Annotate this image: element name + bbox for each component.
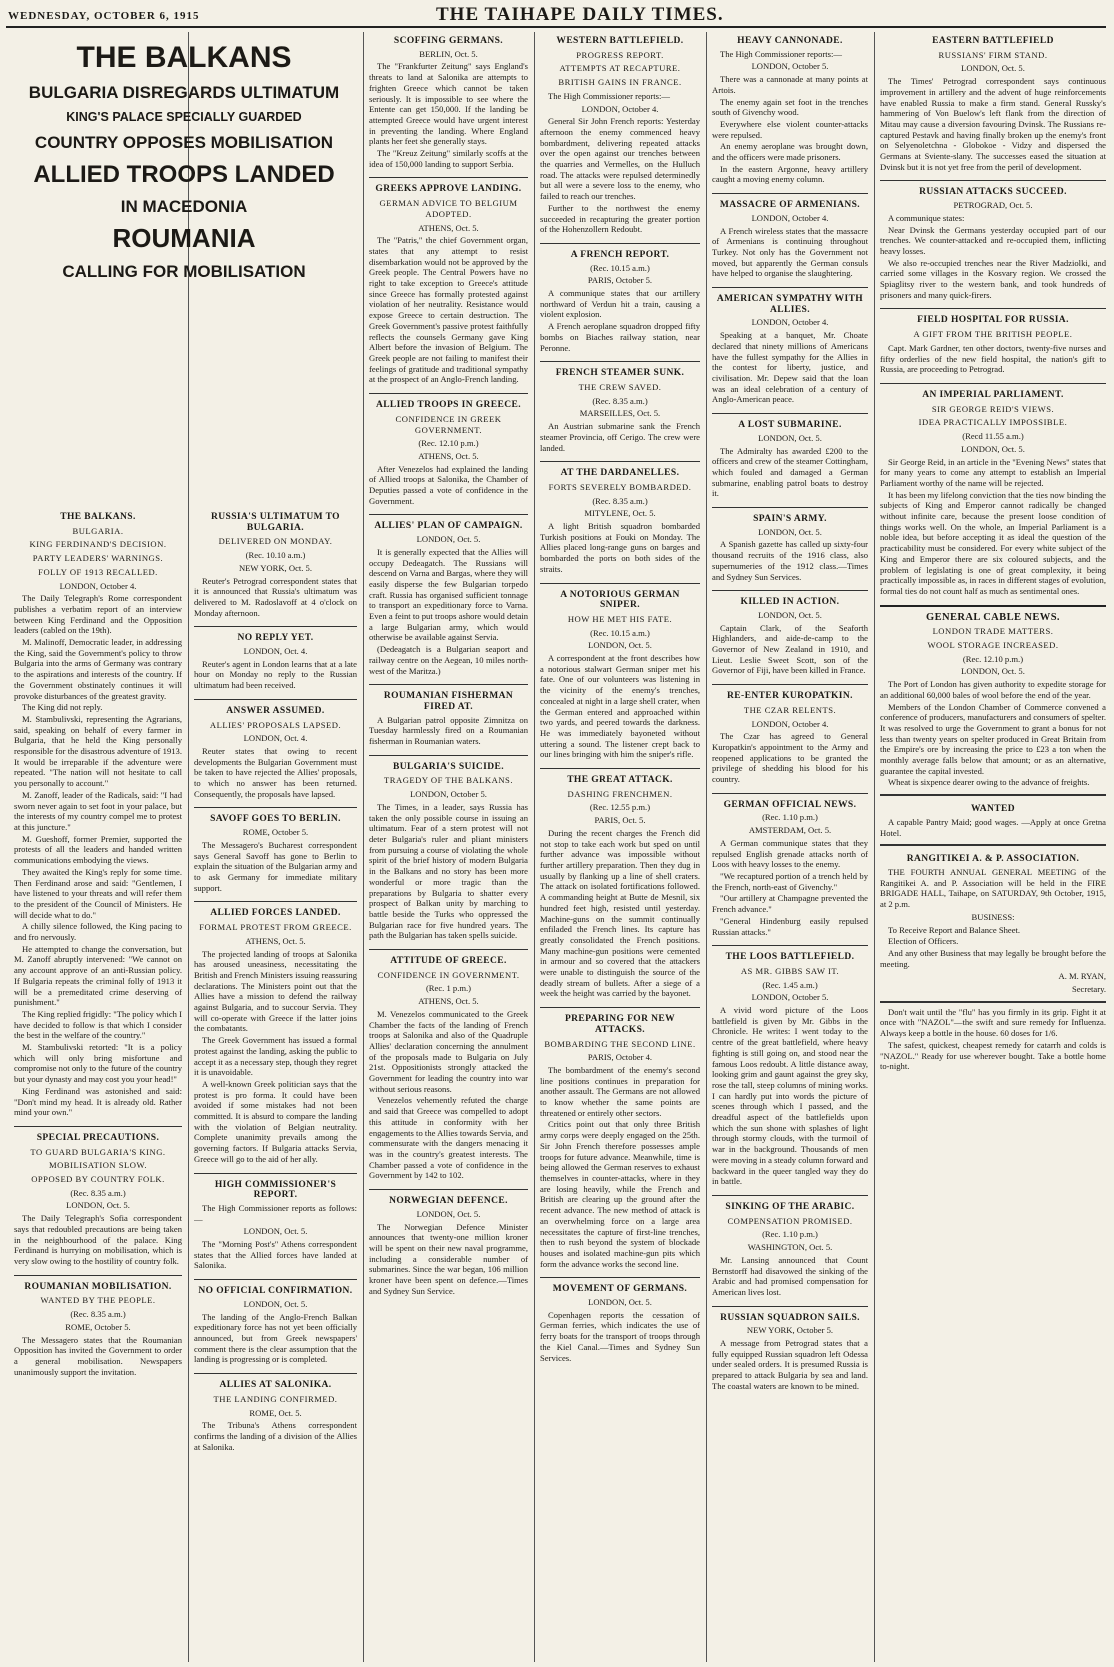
main-headline-block [14,32,354,502]
dateline: LONDON, Oct. 5. [758,526,822,537]
story-heading: RUSSIAN SQUADRON SAILS. [712,1306,868,1324]
paragraph: Captain Clark, of the Seaforth Highlanders, and aide-de-camp to the Governor of New Zealand in 1910, and Lieut. Leslie Sweet Scott, son of the Governor of Fiji, have been killed in France. [712,622,868,676]
dateline: NEW YORK, October 5. [746,1325,834,1336]
ad-text: THE FOURTH ANNUAL GENERAL MEETING of the Rangitikei A. and P. Association will be held in the FIRE BRIGADE HALL, Taihape, on SATURDAY, 9th October, 1915, at 2 p.m. [880,867,1106,910]
ad-text: The safest, quickest, cheapest remedy for catarrh and colds is "NAZOL." Ready for use wherever bought. Take a bottle home to-night. [880,1039,1106,1072]
story-subheading: COMPENSATION PROMISED. [727,1215,853,1226]
story-heading: NO OFFICIAL CONFIRMATION. [194,1279,357,1297]
story-subheading: DASHING FRENCHMEN. [567,788,673,799]
dateline: MARSEILLES, Oct. 5. [579,408,661,419]
column-2 [194,508,357,1662]
paragraph: Mr. Lansing announced that Count Bernstorff had disavowed the sinking of the Arabic and had promised compensation for American lives lost. [712,1254,868,1297]
story-heading: EASTERN BATTLEFIELD [932,36,1054,46]
story-heading: NO REPLY YET. [194,626,357,644]
column-5 [712,32,868,1662]
paragraph: The Daily Telegraph's Sofia correspondent says that redoubled precautions are being taken in the neighbourhood of the palace. King Ferdinand is hurrying on mobilisation, which is very slow owing to the hostility of country folk. [14,1213,182,1266]
story-heading: ALLIED FORCES LANDED. [194,901,357,919]
dateline: PETROGRAD, Oct. 5. [953,200,1033,211]
story-heading: NORWEGIAN DEFENCE. [369,1189,528,1207]
dateline: LONDON, October 4. [751,317,829,328]
headline-calling-mobilisation: CALLING FOR MOBILISATION [62,261,306,281]
paragraph: A vivid word picture of the Loos battlefield is given by Mr. Gibbs in the Chronicle. He writes: I went today to the centre of the great battlefield, where heavy fighting is still going on, and stood near the famous Loos redoubt. A little distance away, looking grim and gaunt against the grey sky, rose the tall, steep columns of mining works. I can hardly put into words the picture of scenes through which I passed, and the dreadful aspect of the battlefields upon which the sun shone with splashes of light through stormy clouds, with the turmoil of war in the background. Thousands of men were moving in a steady column forward and backward in the queer tangled way they do in battle. [712,1005,868,1187]
paragraph: A light British squadron bombarded Turkish positions at Fouki on Monday. The Allies placed long-range guns on barges and bombarded the ports on both sides of the straits. [540,521,700,574]
story-subheading: SIR GEORGE REID'S VIEWS. [931,403,1055,414]
headline-mobilisation: COUNTRY OPPOSES MOBILISATION [34,133,334,153]
paragraph: A chilly silence followed, the King pacing to and fro nervously. [14,921,182,943]
paragraph: M. Venezelos communicated to the Greek Chamber the facts of the landing of French troops at Salonika and also of the Quadruple Allies' declaration concerning the annulment of the proposals made to Bulgaria on July 21st. Oppositionists strongly attacked the Government for leading the country into war without serious reasons. [369,1008,528,1094]
paragraph: It is generally expected that the Allies will occupy Dedeagatch. The Russians will descend on Varna and Bargas, where they will easily disperse the few Bulgarian torpedo craft. Russia has organised sufficient tonnage to transport an expeditionary force to Varna. Even a feint to put troops ashore would detain a large Bulgarian army, which would otherwise be available against Servia. [369,546,528,643]
dateline: LONDON, October 4. [581,103,659,114]
paragraph: M. Malinoff, Democratic leader, in addressing the King, said the Government's policy to throw Bulgaria into the arms of Germany was contrary to the aspirations and interests of the country. If the Government obstinately continues it will provoke disturbances of the greatest gravity. [14,637,182,701]
paragraph: The "Morning Post's" Athens correspondent states that the Allied forces have landed at Salonika. [194,1239,357,1271]
paragraph: The High Commissioner reports:— [720,48,842,59]
paragraph: The "Frankfurter Zeitung" says England's threats to land at Salonika are attempts to frighten Greece which cannot be taken seriously. It is impossible to see where the Entente can get 150,000. If the landing be attempted Greece would have urgent interest in preventing the landing. Where England plants her feet she generally stays. [369,61,528,147]
paragraph: The projected landing of troops at Salonika has aroused uneasiness, necessitating the British and French Ministers issuing reassuring declarations. The Ministers point out that the Allies have a mission to defend the railway against Bulgaria, and to succour Servia. They will co-operate with Greece if the latter joins the combatants. [194,948,357,1034]
dateline: ATHENS, Oct. 5. [418,996,479,1007]
ad-signature-title: Secretary. [1071,984,1106,995]
paragraph: A communique states that our artillery northward of Verdun hit a train, causing a violent explosion. [540,288,700,320]
dateline: ROME, Oct. 5. [249,1407,302,1418]
dateline: LONDON, Oct. 5. [588,1297,652,1308]
story-subheading: FORMAL PROTEST FROM GREECE. [199,922,352,933]
dateline: NEW YORK, Oct. 5. [238,562,313,573]
story-heading: ATTITUDE OF GREECE. [369,949,528,967]
paragraph: Critics point out that only three British army corps were deeply engaged on the 25th. Sir John French therefore possesses ample troops for future advance. Meanwhile, time is being allowed the German reserves to exhaust themselves in counter-attacks, where in they are losing heavily, while the French and British are clearing up the ground after the recent advance. The new method of attack is an overwhelming force on a large area necessitates the capture of first-line trenches, then to rush beyond the system of blockade houses and isolated machine-gun pits which form the advance works the second line. [540,1119,700,1269]
story-heading: AT THE DARDANELLES. [540,461,700,479]
paragraph: There was a cannonade at many points at Artois. [712,74,868,95]
paragraph: The Greek Government has issued a formal protest against the landing, asking the public to accept it as a necessary step, though they regret it is unavoidable. [194,1035,357,1078]
story-heading: GERMAN OFFICIAL NEWS. [712,793,868,811]
paragraph: In the eastern Argonne, heavy artillery caught a moving enemy column. [712,163,868,185]
notice-ad [880,844,1106,994]
paragraph: The High Commissioner reports:— [548,90,670,101]
paragraph: After Venezelos had explained the landing of Allied troops at Salonika, the Chamber of Deputies passed a vote of confidence in the Government. [369,463,528,506]
dateline: AMSTERDAM, Oct. 5. [748,825,832,836]
received-time: (Rec. 1.10 p.m.) [762,812,818,823]
story-heading: A NOTORIOUS GERMAN SNIPER. [540,583,700,611]
received-time: (Rec. 1.10 p.m.) [762,1229,818,1240]
paragraph: They awaited the King's reply for some time. Then Ferdinand arose and said: "Gentlemen, I have listened to your threats and will refer them to the president of the Council of Ministers. He will decide what to do." [14,866,182,920]
story-subheading: BRITISH GAINS IN FRANCE. [558,77,682,88]
paragraph: The Port of London has given authority to expedite storage for an additional 60,000 bales of wool before the end of the year. [880,679,1106,700]
dateline: LONDON, Oct. 4. [243,733,308,744]
received-time: (Rec. 10.10 a.m.) [245,550,306,561]
story-heading: ALLIES' PLAN OF CAMPAIGN. [369,514,528,532]
paragraph: The Messagero's Bucharest correspondent says General Savoff has gone to Berlin to explain the situation of the Bulgarian army and to ask Germany for immediate military support. [194,839,357,893]
dateline: ATHENS, Oct. 5. [245,935,306,946]
paragraph: A Bulgarian patrol opposite Zimnitza on Tuesday harmlessly fired on a Roumanian fisherman in Roumanian waters. [369,714,528,747]
story-heading: THE GREAT ATTACK. [540,768,700,786]
story-heading: ALLIED TROOPS IN GREECE. [369,393,528,411]
dateline: PARIS, Oct. 5. [594,815,646,826]
received-time: (Rec. 1 p.m.) [425,983,472,994]
paragraph: The "Kreuz Zeitung" similarly scoffs at the idea of 150,000 landing to support Serbia. [369,148,528,169]
column-3 [369,32,528,1662]
story-subheading: IDEA PRACTICALLY IMPOSSIBLE. [918,417,1068,428]
ad-text: And any other Business that may legally be brought before the meeting. [880,947,1106,969]
story-heading: A LOST SUBMARINE. [712,413,868,431]
dateline: ATHENS, Oct. 5. [418,222,479,233]
story-subheading: KING FERDINAND'S DECISION. [29,539,167,550]
column-rule [874,32,875,1662]
column-rule [363,32,364,1662]
story-heading: THE LOOS BATTLEFIELD. [712,945,868,963]
story-heading: RE-ENTER KUROPATKIN. [712,684,868,702]
ad-text: To Receive Report and Balance Sheet. [888,924,1021,935]
received-time: (Rec. 10.15 a.m.) [590,627,650,638]
received-time: (Rec. 12.10 p.m.) [962,653,1024,664]
paragraph: The Admiralty has awarded £200 to the officers and crew of the steamer Cottingham, which fouled and damaged a German submarine, enabling patrol boats to destroy it. [712,445,868,499]
dateline: LONDON, Oct. 5. [961,443,1025,454]
paragraph: We also re-occupied trenches near the River Madziolki, and carried some villages in the Kosvary region. We crossed the Spiaglitsy river to the western bank, and took hundreds of prisoners and many quick-firers. [880,257,1106,300]
story-heading: SCOFFING GERMANS. [393,36,504,46]
story-heading: HEAVY CANNONADE. [737,36,843,46]
ad-text: Election of Officers. [888,936,959,947]
issue-date: WEDNESDAY, OCTOBER 6, 1915 [8,10,200,22]
story-subheading: BOMBARDING THE SECOND LINE. [544,1038,696,1049]
dateline: LONDON, Oct. 5. [416,1208,481,1219]
paragraph: Speaking at a banquet, Mr. Choate declared that ninety millions of Americans have the fullest sympathy for the Allies in the contest for liberty, justice, and civilisation. Mr. Depew said that the loan was an ideal celebration of a century of Anglo-American peace. [712,330,868,405]
paragraph: A Spanish gazette has called up sixty-four thousand recruits of the 1916 class, also supernumeries of the 1912 class.—Times and Sydney Sun Services. [712,539,868,582]
story-subheading: AS MR. GIBBS SAW IT. [740,965,840,976]
headline-roumania: ROUMANIA [112,223,256,254]
dateline: LONDON, October 4. [751,718,829,729]
story-subheading: WOOL STORAGE INCREASED. [927,640,1059,651]
paragraph: "General Hindenburg easily repulsed Russian attacks." [712,915,868,937]
story-subheading: PARTY LEADERS' WARNINGS. [32,553,164,564]
paragraph: Near Dvinsk the Germans yesterday occupied part of our trenches. We counter-attacked and re-occupied them, inflicting heavy losses. [880,224,1106,256]
dateline: LONDON, Oct. 5. [961,63,1025,74]
paragraph: A well-known Greek politician says that the protest is pro forma. It could have been avoided if some mistakes had not been committed. It is absurd to compare the landing with the violation of Belgian neutrality. Complete unanimity prevails among the governing factors. If Bulgaria attacks Servia, Greece will go to the aid of her ally. [194,1078,357,1164]
received-time: (Rec. 12.10 p.m.) [418,438,479,449]
story-heading: THE BALKANS. [60,512,136,522]
paragraph: The enemy again set foot in the trenches south of Givenchy wood. [712,96,868,118]
story-subheading: CONFIDENCE IN GREEK GOVERNMENT. [395,413,502,435]
paragraph: (Dedeagatch is a Bulgarian seaport and railway centre on the Aegean, 10 miles north-west of the Maritza.) [369,644,528,676]
column-4 [540,32,700,1662]
dateline: LONDON, Oct. 5. [758,432,822,443]
story-heading: A FRENCH REPORT. [540,243,700,261]
paragraph: An enemy aeroplane was brought down, and the officers were made prisoners. [712,141,868,163]
story-heading: AN IMPERIAL PARLIAMENT. [880,383,1106,401]
story-heading: PREPARING FOR NEW ATTACKS. [540,1007,700,1035]
paragraph: M. Gueshoff, former Premier, supported the protests of all the leaders and handed written communications embodying the views. [14,833,182,866]
received-time: (Rec. 8.35 a.m.) [70,1187,126,1198]
headline-troops-landed: ALLIED TROOPS LANDED [33,161,335,189]
dateline: LONDON, October 5. [410,789,487,800]
headline-the-balkans: THE BALKANS [76,41,292,74]
paragraph: Sir George Reid, in an article in the "Evening News" states that for many years to come any attempt to establish an Imperial Parliament worthy of the name will be rejected. [880,456,1106,488]
dateline: LONDON, Oct. 5. [961,666,1025,677]
paragraph: M. Zanoff, leader of the Radicals, said: "I had sworn never again to set foot in your palace, but the interests of my country compel me to protest at this juncture." [14,789,182,832]
received-time: (Rec. 12.55 p.m.) [589,802,651,813]
dateline: MITYLENE, Oct. 5. [584,508,656,519]
story-heading: ROUMANIAN FISHERMAN FIRED AT. [369,684,528,712]
paragraph: The Times' Petrograd correspondent says continuous improvement in artillery and the advent of huge reinforcements have enabled Russia to make a firm stand. General Russky's hammering of Von Buelow's left flank from the direction of Mitau may cause a diversion favouring Dvinsk. The Russians re-captured Pestavk and having finally broken up the enemy's front on Selyenoletchna - Globokoe - Vidzy and dispersed the Germans at Sviente-slany. The successes eased the situation at Dvinsk but it is not yet free from the peril of development. [880,76,1106,172]
masthead [6,4,1106,28]
paragraph: Reuter states that owing to recent developments the Bulgarian Government must be taken to have rejected the Allies' proposals, to which no answer has been returned. Consequently, the proposals have lapsed. [194,745,357,799]
story-heading: SINKING OF THE ARABIC. [712,1195,868,1213]
paragraph: The Times, in a leader, says Russia has taken the only possible course in issuing an ultimatum. Fear of a stern protest will not deter Bulgaria's ruler and pliant ministers from pursuing a course of violating the whole spirit of the brief history of modern Bulgaria in the Balkans and no story has been more wonderful or more tragic than the preparations by Bulgaria to shatter every prospect of Balkan unity by marching to battle beside the Turks who oppressed the Bulgarian race for five hundred years. The path the Bulgarian has taken spells suicide. [369,801,528,941]
story-heading: RUSSIA'S ULTIMATUM TO BULGARIA. [211,512,340,533]
story-subheading: TRAGEDY OF THE BALKANS. [384,775,513,786]
story-heading: ROUMANIAN MOBILISATION. [14,1275,182,1293]
dateline: LONDON, Oct. 5. [66,1200,130,1211]
received-time: (Rec. 8.35 a.m.) [70,1309,126,1320]
story-subheading: RUSSIANS' FIRM STAND. [938,49,1048,60]
story-heading: ANSWER ASSUMED. [194,699,357,717]
paragraph: The Tribuna's Athens correspondent confirms the landing of a division of the Allies at Salonika. [194,1420,357,1452]
story-heading: BULGARIA'S SUICIDE. [369,755,528,773]
dateline: ROME, October 5. [242,827,309,838]
dateline: PARIS, October 4. [587,1052,653,1063]
dateline: LONDON, Oct. 5. [243,1298,308,1309]
story-subheading: FORTS SEVERELY BOMBARDED. [548,481,692,492]
dateline: LONDON, October 4. [751,212,829,223]
paragraph: M. Stambulivski retorted: "It is a policy which will only bring misfortune and compromise not only to the future of the country but your dynasty and may cost you your head!" [14,1042,182,1085]
story-subheading: GERMAN ADVICE TO BELGIUM ADOPTED. [379,198,518,219]
paragraph: A communique states: [888,212,965,223]
paragraph: Members of the London Chamber of Commerce convened a conference of producers, manufacturers and consumers of spelter. It was resolved to urge the Government to grant a bonus for not less than twenty years on spelter produced in Great Britain from the Empire's ore by increasing the price to £23 a ton when the monthly average falls below that amount; or as an alternative, guarantee the capital invested. [880,701,1106,776]
story-subheading: OPPOSED BY COUNTRY FOLK. [31,1174,165,1185]
paragraph: During the recent charges the French did not stop to take each work but sped on until further advance was impossible without further artillery preparation. Then they dug in usually by flanking up a line of shell craters. The attack on isolated fortifications followed. A commanding height at Butte de Mesnil, six hundred feet high, resisted until yesterday. Machine-guns on the summit continually enfiladed the French lines. Its capture has greatly consolidated the French positions. Many machine-gun positions were cemented in armour and so covered that the attackers were unable to distinguish the source of the deadly stream of bullets. After a siege of a week the height was carried by the bayonet. [540,827,700,999]
dateline: BERLIN, Oct. 5. [419,48,478,59]
received-time: (Recd 11.55 a.m.) [962,431,1024,442]
paragraph: Wheat is sixpence dearer owing to the advance of freights. [888,777,1090,788]
paragraph: Further to the northwest the enemy succeeded in recapturing the greater portion of the Hohenzollern Redoubt. [540,202,700,235]
paragraph: It has been my lifelong conviction that the ties now binding the subjects of King and Emperor cannot radically be changed without infinite care, because the present loose condition of things works well. On the whole, an Imperial Parliament is a noble idea, but before accepting it as ideal the question of the practicability must be considered. For every white subject of the King and Emperor there are six coloured subjects, and the problem of legislating is one of great complexity, it being practically impossible as, in races in different stages of evolution, formal ties do not count half as much as sentimental ones. [880,489,1106,596]
story-subheading: THE LANDING CONFIRMED. [213,1393,338,1404]
story-heading: FIELD HOSPITAL FOR RUSSIA. [880,308,1106,326]
story-subheading: FOLLY OF 1913 RECALLED. [38,566,158,577]
story-subheading: MOBILISATION SLOW. [49,1160,147,1171]
paragraph: A French wireless states that the massacre of Armenians is continuing throughout Turkey. Not only has the Government not moved, but apparently the German consuls have helped to organise the slaughtering. [712,225,868,279]
paragraph: The Messagero states that the Roumanian Opposition has invited the Government to order a general mobilisation. Newspapers unanimously support the invitation. [14,1334,182,1377]
paragraph: Capt. Mark Gardner, ten other doctors, twenty-five nurses and fifty orderlies of the new field hospital, the nation's gift to Russia, are proceeding to Petrograd. [880,342,1106,375]
story-heading: KILLED IN ACTION. [712,590,868,608]
ad-heading: RANGITIKEI A. & P. ASSOCIATION. [906,854,1080,865]
story-heading: SAVOFF GOES TO BERLIN. [194,807,357,825]
ad-text: A capable Pantry Maid; good wages. —Apply at once Gretna Hotel. [880,816,1106,838]
story-subheading: THE CZAR RELENTS. [743,704,837,715]
dateline: LONDON, Oct. 4. [243,646,308,657]
ad-text: Don't wait until the "flu" has you firmly in its grip. Fight it at once with "NAZOL"—the swift and sure remedy for Influenza. Always keep a bottle in the house. 60 doses for 1/6. [880,1006,1106,1039]
paragraph: Everywhere else violent counter-attacks were repulsed. [712,118,868,140]
paragraph: M. Stambulivski, representing the Agrarians, said, speaking on behalf of every farmer in Bulgaria, that he held the King personally responsible for the disastrous adventure of 1913. It would be irreparable if the adventure were repeated. "The nation will not hesitate to call you personally to account." [14,713,182,789]
story-subheading: THE CREW SAVED. [578,381,662,392]
story-heading: FRENCH STEAMER SUNK. [540,361,700,379]
story-subheading: TO GUARD BULGARIA'S KING. [30,1146,166,1157]
story-subheading: LONDON TRADE MATTERS. [932,626,1054,637]
story-heading: AMERICAN SYMPATHY WITH ALLIES. [712,287,868,315]
received-time: (Rec. 8.35 a.m.) [592,395,648,406]
paragraph: The High Commissioner reports as follows:— [194,1202,357,1224]
classified-ad [880,794,1106,838]
received-time: (Rec. 1.45 a.m.) [762,979,818,990]
story-heading: ALLIES AT SALONIKA. [194,1373,357,1391]
story-subheading: BULGARIA. [72,525,124,536]
dateline: WASHINGTON, Oct. 5. [747,1242,833,1253]
dateline: LONDON, Oct. 5. [243,1226,308,1237]
story-heading: RUSSIAN ATTACKS SUCCEED. [880,180,1106,198]
paragraph: General Sir John French reports: Yesterday afternoon the enemy commenced heavy bombardment, delivering repeated attacks over the open against our trenches between the quarries and Vermelles, on the Hulluch road. The attacks were repulsed determinedly but all were a severe loss to the enemy, who failed to reach our trenches. [540,116,700,202]
paragraph: He attempted to change the conversation, but M. Zanoff abruptly intervened: "We cannot on any account approve of an anti-Russian policy. If Bulgaria repeats the criminal folly of 1913 it will be a premeditated crime deserving of punishment." [14,943,182,1008]
story-subheading: HOW HE MET HIS FATE. [567,613,673,624]
story-heading: SPECIAL PRECAUTIONS. [14,1126,182,1144]
paragraph: A German communique states that they repulsed English grenade attacks north of Loos with heavy losses to the enemy. [712,837,868,870]
paragraph: The King replied frigidly: "The policy which I have decided to follow is that which I consider the best in the welfare of the country." [14,1008,182,1041]
story-heading: SPAIN'S ARMY. [712,507,868,525]
paragraph: King Ferdinand was astonished and said: "Don't mind my head. It is already old. Rather mind your own." [14,1085,182,1118]
paragraph: Reuter's agent in London learns that at a late hour on Monday no reply to the Russian ultimatum had been received. [194,658,357,691]
paragraph: The Daily Telegraph's Rome correspondent publishes a verbatim report of an interview between King Ferdinand and the Opposition leaders (cabled on the 19th). [14,593,182,636]
headline-bulgaria: BULGARIA DISREGARDS ULTIMATUM [28,82,340,102]
newspaper-title: THE TAIHAPE DAILY TIMES. [436,4,724,25]
paragraph: A correspondent at the front describes how a notorious stalwart German sniper met his fate. One of our volunteers was listening in the vicinity of the enemy's trenches, concealed at night in a large shell crater, when the German entered and approached within two yards, and peered towards the darkness. He was immediately bayoneted without uttering a sound. The listener crept back to our lines bringing with him the sniper's rifle. [540,653,700,760]
paragraph: The King did not reply. [22,702,103,713]
paragraph: An Austrian submarine sank the French steamer Provincia, off Cerigo. The crew were landed. [540,421,700,453]
dateline: LONDON, Oct. 5. [588,640,652,651]
column-1 [14,508,182,1662]
paragraph: A French aeroplane squadron dropped fifty bombs on Biaches railway station, near Peronne. [540,321,700,353]
ad-heading: WANTED [970,804,1016,815]
paragraph: "We recaptured portion of a trench held by the French, north-east of Givenchy." [712,871,868,892]
dateline: LONDON, October 5. [751,992,829,1003]
dateline: LONDON, October 5. [751,61,829,72]
ad-signature: A. M. RYAN, [1058,971,1106,982]
story-heading: HIGH COMMISSIONER'S REPORT. [194,1173,357,1201]
column-rule [706,32,707,1662]
story-subheading: A GIFT FROM THE BRITISH PEOPLE. [913,329,1073,340]
paragraph: The landing of the Anglo-French Balkan expeditionary force has not yet been officially announced, but from Greek newspapers' comment there is the clear assumption that the landing is progressing or is completed. [194,1311,357,1365]
headline-palace: KING'S PALACE SPECIALLY GUARDED [66,110,302,125]
dateline: PARIS, October 5. [587,275,653,286]
paragraph: The "Patris," the chief Government organ, states that any attempt to resist disembarkation would not be approved by the Greek people. The Central Powers have no right to take exception to Greece's attitude since Greece has formally protested against violation of her neutrality. Resistance would expose Greece to certain destruction. The Greek Government's passive protest faithfully reflects the counsels Germany gave King Albert before the invasion of Belgium. The Greek people are not failing to manifest their feelings of gratitude and traditional sympathy at the prospect of an Anglo-French landing. [369,235,528,385]
received-time: (Rec. 8.35 a.m.) [592,495,648,506]
story-subheading: ATTEMPTS AT RECAPTURE. [559,63,681,74]
story-subheading: WANTED BY THE PEOPLE. [40,1295,156,1306]
paragraph: A message from Petrograd states that a fully equipped Russian squadron left Odessa under sealed orders. It is presumed Russia is prepared to attack Bulgaria by sea and land. The coastal waters are known to be mined. [712,1338,868,1391]
column-6 [880,32,1106,1662]
product-ad [880,1001,1106,1072]
dateline: ROME, October 5. [65,1321,131,1332]
paragraph: Copenhagen reports the cessation of German ferries, which indicates the use of ferry boats for the transport of troops through the Kiel Canal.—Times and Sydney Sun Services. [540,1309,700,1363]
dateline: LONDON, Oct. 5. [758,609,822,620]
story-subheading: PROGRESS REPORT. [576,49,664,60]
story-heading: GREEKS APPROVE LANDING. [369,177,528,195]
story-subheading: CONFIDENCE IN GOVERNMENT. [377,969,520,980]
paragraph: The bombardment of the enemy's second line positions continues in preparation for another assault. The Germans are not allowed to know whether the same points are threatened or entirely other sectors. [540,1064,700,1118]
story-heading: MASSACRE OF ARMENIANS. [712,193,868,211]
story-subheading: DELIVERED ON MONDAY. [218,536,333,547]
paragraph: The Czar has agreed to General Kuropatkin's appointment to the Army and reopened applications to be granted the privilege of shedding his blood for his country. [712,731,868,785]
headline-macedonia: IN MACEDONIA [120,196,248,216]
story-heading: GENERAL CABLE NEWS. [880,605,1106,624]
ad-text: BUSINESS: [971,911,1015,922]
paragraph: The Norwegian Defence Minister announces that twenty-one million kroner will be spent on their new naval programme, including a considerable number of submarines. Since the war began, 106 million kroner have been spent on defence.—Times and Sydney Sun Service. [369,1221,528,1296]
story-heading: WESTERN BATTLEFIELD. [556,36,684,46]
story-subheading: ALLIES' PROPOSALS LAPSED. [209,719,342,730]
paragraph: Reuter's Petrograd correspondent states that it is announced that Russia's ultimatum was delivered to M. Radoslavoff at 4 o'clock on Monday afternoon. [194,575,357,618]
paragraph: "Our artillery at Champagne prevented the French advance." [712,893,868,915]
dateline: ATHENS, Oct. 5. [418,450,479,461]
received-time: (Rec. 10.15 a.m.) [590,262,650,273]
story-heading: MOVEMENT OF GERMANS. [540,1277,700,1295]
column-rule [534,32,535,1662]
dateline: LONDON, October 4. [59,580,137,591]
dateline: LONDON, Oct. 5. [416,534,481,545]
paragraph: Venezelos vehemently refuted the charge and said that Greece was compelled to adopt this attitude in conformity with her engagements to the Allies towards Servia, and commensurate with the dangers menacing it was in the country's greatest interests. The Chamber passed a vote of confidence in the Government by 142 to 102. [369,1095,528,1181]
